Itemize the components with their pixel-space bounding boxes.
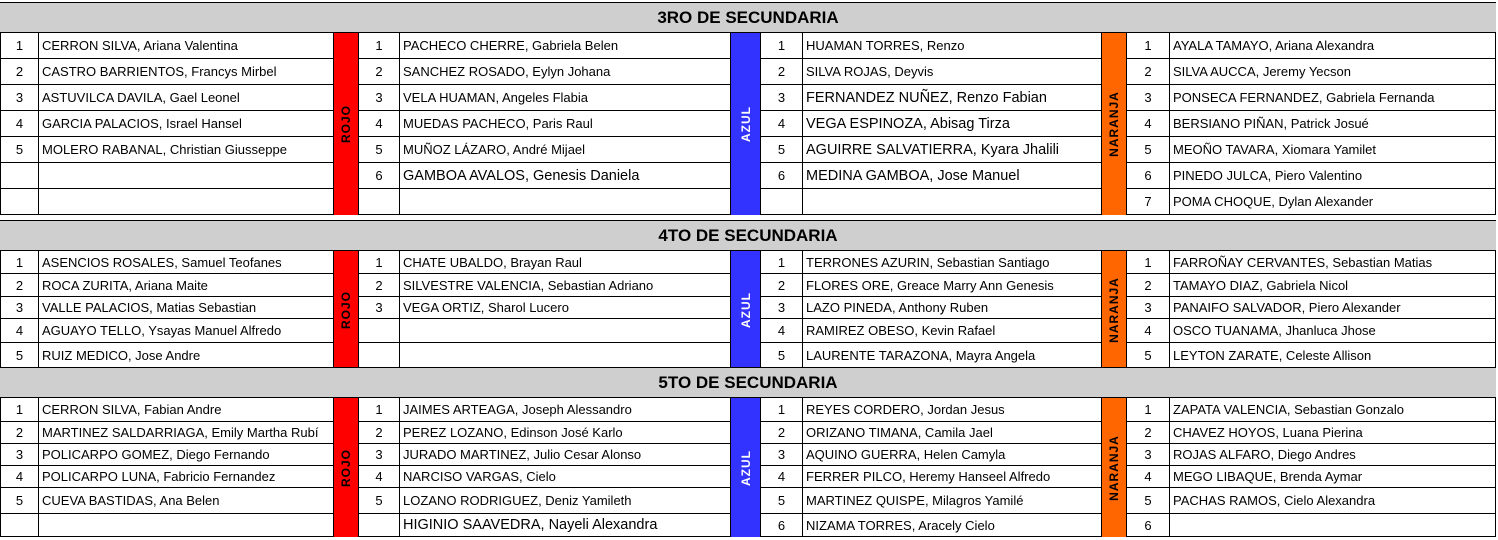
student-number: 1 bbox=[0, 33, 39, 59]
student-number: 6 bbox=[1127, 163, 1170, 189]
team-band-naranja bbox=[1102, 33, 1127, 215]
student-number: 6 bbox=[359, 163, 400, 189]
student-name: FARROÑAY CERVANTES, Sebastian Matias bbox=[1170, 251, 1496, 274]
student-number: 6 bbox=[761, 163, 803, 189]
student-name: POMA CHOQUE, Dylan Alexander bbox=[1170, 189, 1496, 215]
student-name: SANCHEZ ROSADO, Eylyn Johana bbox=[400, 59, 731, 85]
student-number bbox=[359, 343, 400, 368]
student-name: NARCISO VARGAS, Cielo bbox=[400, 466, 731, 488]
student-name bbox=[400, 343, 731, 368]
student-number: 4 bbox=[0, 111, 39, 137]
student-number: 3 bbox=[0, 85, 39, 111]
student-name: VEGA ORTIZ, Sharol Lucero bbox=[400, 297, 731, 319]
student-name: CERRON SILVA, Fabian Andre bbox=[39, 398, 334, 422]
student-number: 5 bbox=[0, 488, 39, 514]
student-name: HUAMAN TORRES, Renzo bbox=[803, 33, 1102, 59]
student-name: TAMAYO DIAZ, Gabriela Nicol bbox=[1170, 274, 1496, 297]
student-number bbox=[359, 514, 400, 537]
student-number: 3 bbox=[761, 85, 803, 111]
team-band-label: ROJO bbox=[339, 104, 354, 144]
student-name: JAIMES ARTEAGA, Joseph Alessandro bbox=[400, 398, 731, 422]
student-number: 4 bbox=[359, 466, 400, 488]
student-name: RAMIREZ OBESO, Kevin Rafael bbox=[803, 319, 1102, 343]
student-number: 1 bbox=[761, 398, 803, 422]
student-number bbox=[761, 189, 803, 215]
student-number: 1 bbox=[1127, 398, 1170, 422]
student-name bbox=[400, 189, 731, 215]
student-number: 1 bbox=[761, 251, 803, 274]
student-name: GAMBOA AVALOS, Genesis Daniela bbox=[400, 163, 731, 189]
team-band-rojo bbox=[334, 33, 359, 215]
student-name: OSCO TUANAMA, Jhanluca Jhose bbox=[1170, 319, 1496, 343]
student-number: 4 bbox=[1127, 319, 1170, 343]
student-number: 1 bbox=[359, 398, 400, 422]
student-number: 1 bbox=[1127, 251, 1170, 274]
student-name: ASTUVILCA DAVILA, Gael Leonel bbox=[39, 85, 334, 111]
student-name: AYALA TAMAYO, Ariana Alexandra bbox=[1170, 33, 1496, 59]
student-number: 2 bbox=[0, 274, 39, 297]
student-number: 3 bbox=[1127, 444, 1170, 466]
student-name: POLICARPO GOMEZ, Diego Fernando bbox=[39, 444, 334, 466]
student-number: 2 bbox=[359, 59, 400, 85]
student-name: BERSIANO PIÑAN, Patrick Josué bbox=[1170, 111, 1496, 137]
student-name: JURADO MARTINEZ, Julio Cesar Alonso bbox=[400, 444, 731, 466]
student-number: 4 bbox=[0, 466, 39, 488]
student-name: SILVA ROJAS, Deyvis bbox=[803, 59, 1102, 85]
student-number: 3 bbox=[761, 297, 803, 319]
section-title: 5TO DE SECUNDARIA bbox=[0, 367, 1496, 398]
section-title: 3RO DE SECUNDARIA bbox=[0, 2, 1496, 33]
student-name: ROCA ZURITA, Ariana Maite bbox=[39, 274, 334, 297]
student-name: SILVESTRE VALENCIA, Sebastian Adriano bbox=[400, 274, 731, 297]
student-name: HIGINIO SAAVEDRA, Nayeli Alexandra bbox=[400, 514, 731, 537]
student-number: 1 bbox=[359, 33, 400, 59]
student-name bbox=[803, 189, 1102, 215]
student-name: CUEVA BASTIDAS, Ana Belen bbox=[39, 488, 334, 514]
student-number: 3 bbox=[359, 85, 400, 111]
student-name: VELA HUAMAN, Angeles Flabia bbox=[400, 85, 731, 111]
student-name bbox=[39, 163, 334, 189]
student-name: PONSECA FERNANDEZ, Gabriela Fernanda bbox=[1170, 85, 1496, 111]
student-number: 3 bbox=[1127, 85, 1170, 111]
student-number: 5 bbox=[1127, 137, 1170, 163]
team-band-label: ROJO bbox=[339, 290, 354, 329]
student-name bbox=[39, 189, 334, 215]
team-band-label: ROJO bbox=[339, 448, 354, 487]
team-band-label: AZUL bbox=[738, 291, 753, 328]
student-name: PANAIFO SALVADOR, Piero Alexander bbox=[1170, 297, 1496, 319]
student-number: 4 bbox=[1127, 466, 1170, 488]
student-number: 4 bbox=[1127, 111, 1170, 137]
team-band-azul bbox=[731, 33, 761, 215]
student-number: 3 bbox=[0, 297, 39, 319]
student-number bbox=[0, 514, 39, 537]
student-name: MARTINEZ SALDARRIAGA, Emily Martha Rubí bbox=[39, 422, 334, 444]
student-name: PACHAS RAMOS, Cielo Alexandra bbox=[1170, 488, 1496, 514]
student-number: 2 bbox=[1127, 274, 1170, 297]
student-number: 1 bbox=[1127, 33, 1170, 59]
student-number: 4 bbox=[761, 466, 803, 488]
student-number: 2 bbox=[1127, 59, 1170, 85]
student-name: CHATE UBALDO, Brayan Raul bbox=[400, 251, 731, 274]
student-name: PINEDO JULCA, Piero Valentino bbox=[1170, 163, 1496, 189]
student-number: 3 bbox=[1127, 297, 1170, 319]
student-name: PEREZ LOZANO, Edinson José Karlo bbox=[400, 422, 731, 444]
student-name: CHAVEZ HOYOS, Luana Pierina bbox=[1170, 422, 1496, 444]
student-number: 5 bbox=[359, 137, 400, 163]
student-number: 1 bbox=[0, 251, 39, 274]
student-name: SILVA AUCCA, Jeremy Yecson bbox=[1170, 59, 1496, 85]
student-name: MUEDAS PACHECO, Paris Raul bbox=[400, 111, 731, 137]
student-name: ROJAS ALFARO, Diego Andres bbox=[1170, 444, 1496, 466]
student-number: 1 bbox=[0, 398, 39, 422]
student-name: FLORES ORE, Greace Marry Ann Genesis bbox=[803, 274, 1102, 297]
student-name: VALLE PALACIOS, Matias Sebastian bbox=[39, 297, 334, 319]
student-name: NIZAMA TORRES, Aracely Cielo bbox=[803, 514, 1102, 537]
student-name: LAURENTE TARAZONA, Mayra Angela bbox=[803, 343, 1102, 368]
student-name bbox=[39, 514, 334, 537]
student-number bbox=[0, 163, 39, 189]
student-number: 3 bbox=[359, 444, 400, 466]
student-name: AQUINO GUERRA, Helen Camyla bbox=[803, 444, 1102, 466]
student-number: 5 bbox=[0, 343, 39, 368]
team-band-rojo bbox=[334, 398, 359, 537]
student-number: 2 bbox=[0, 422, 39, 444]
student-number: 2 bbox=[359, 274, 400, 297]
student-name: GARCIA PALACIOS, Israel Hansel bbox=[39, 111, 334, 137]
student-number: 2 bbox=[761, 59, 803, 85]
student-number: 3 bbox=[359, 297, 400, 319]
student-name: POLICARPO LUNA, Fabricio Fernandez bbox=[39, 466, 334, 488]
student-number: 4 bbox=[761, 319, 803, 343]
student-number: 5 bbox=[359, 488, 400, 514]
student-name: ORIZANO TIMANA, Camila Jael bbox=[803, 422, 1102, 444]
student-number bbox=[359, 189, 400, 215]
student-number: 4 bbox=[761, 111, 803, 137]
student-number bbox=[0, 189, 39, 215]
student-number: 5 bbox=[1127, 488, 1170, 514]
student-name: MARTINEZ QUISPE, Milagros Yamilé bbox=[803, 488, 1102, 514]
team-band-naranja bbox=[1102, 398, 1127, 537]
team-band-label: NARANJA bbox=[1107, 434, 1122, 501]
student-number: 2 bbox=[359, 422, 400, 444]
student-name: VEGA ESPINOZA, Abisag Tirza bbox=[803, 111, 1102, 137]
student-number: 2 bbox=[761, 274, 803, 297]
student-name: AGUIRRE SALVATIERRA, Kyara Jhalili bbox=[803, 137, 1102, 163]
student-name: MUÑOZ LÁZARO, André Mijael bbox=[400, 137, 731, 163]
student-number: 5 bbox=[761, 488, 803, 514]
student-name bbox=[400, 319, 731, 343]
team-band-rojo bbox=[334, 251, 359, 368]
team-band-azul bbox=[731, 251, 761, 368]
student-name: RUIZ MEDICO, Jose Andre bbox=[39, 343, 334, 368]
student-number: 2 bbox=[761, 422, 803, 444]
student-number: 3 bbox=[0, 444, 39, 466]
student-number: 2 bbox=[1127, 422, 1170, 444]
student-name: LAZO PINEDA, Anthony Ruben bbox=[803, 297, 1102, 319]
student-name: LOZANO RODRIGUEZ, Deniz Yamileth bbox=[400, 488, 731, 514]
student-number: 5 bbox=[761, 343, 803, 368]
student-number: 5 bbox=[0, 137, 39, 163]
team-band-label: AZUL bbox=[738, 449, 753, 486]
student-name: CASTRO BARRIENTOS, Francys Mirbel bbox=[39, 59, 334, 85]
student-name: FERRER PILCO, Heremy Hanseel Alfredo bbox=[803, 466, 1102, 488]
student-number: 7 bbox=[1127, 189, 1170, 215]
section-title: 4TO DE SECUNDARIA bbox=[0, 220, 1496, 251]
student-name bbox=[1170, 514, 1496, 537]
student-name: AGUAYO TELLO, Ysayas Manuel Alfredo bbox=[39, 319, 334, 343]
student-name: REYES CORDERO, Jordan Jesus bbox=[803, 398, 1102, 422]
student-name: MOLERO RABANAL, Christian Giusseppe bbox=[39, 137, 334, 163]
student-number: 6 bbox=[761, 514, 803, 537]
student-name: TERRONES AZURIN, Sebastian Santiago bbox=[803, 251, 1102, 274]
team-band-label: NARANJA bbox=[1107, 91, 1122, 157]
student-number: 5 bbox=[1127, 343, 1170, 368]
student-number: 1 bbox=[359, 251, 400, 274]
student-name: MEGO LIBAQUE, Brenda Aymar bbox=[1170, 466, 1496, 488]
team-band-azul bbox=[731, 398, 761, 537]
student-number: 1 bbox=[761, 33, 803, 59]
student-name: PACHECO CHERRE, Gabriela Belen bbox=[400, 33, 731, 59]
student-name: LEYTON ZARATE, Celeste Allison bbox=[1170, 343, 1496, 368]
student-name: CERRON SILVA, Ariana Valentina bbox=[39, 33, 334, 59]
student-number bbox=[359, 319, 400, 343]
student-name: ZAPATA VALENCIA, Sebastian Gonzalo bbox=[1170, 398, 1496, 422]
student-number: 4 bbox=[0, 319, 39, 343]
student-name: FERNANDEZ NUÑEZ, Renzo Fabian bbox=[803, 85, 1102, 111]
student-number: 2 bbox=[0, 59, 39, 85]
student-number: 4 bbox=[359, 111, 400, 137]
team-band-naranja bbox=[1102, 251, 1127, 368]
student-name: ASENCIOS ROSALES, Samuel Teofanes bbox=[39, 251, 334, 274]
team-band-label: AZUL bbox=[738, 106, 753, 142]
student-number: 5 bbox=[761, 137, 803, 163]
student-name: MEDINA GAMBOA, Jose Manuel bbox=[803, 163, 1102, 189]
student-name: MEOÑO TAVARA, Xiomara Yamilet bbox=[1170, 137, 1496, 163]
student-number: 6 bbox=[1127, 514, 1170, 537]
team-band-label: NARANJA bbox=[1107, 276, 1122, 343]
student-number: 3 bbox=[761, 444, 803, 466]
